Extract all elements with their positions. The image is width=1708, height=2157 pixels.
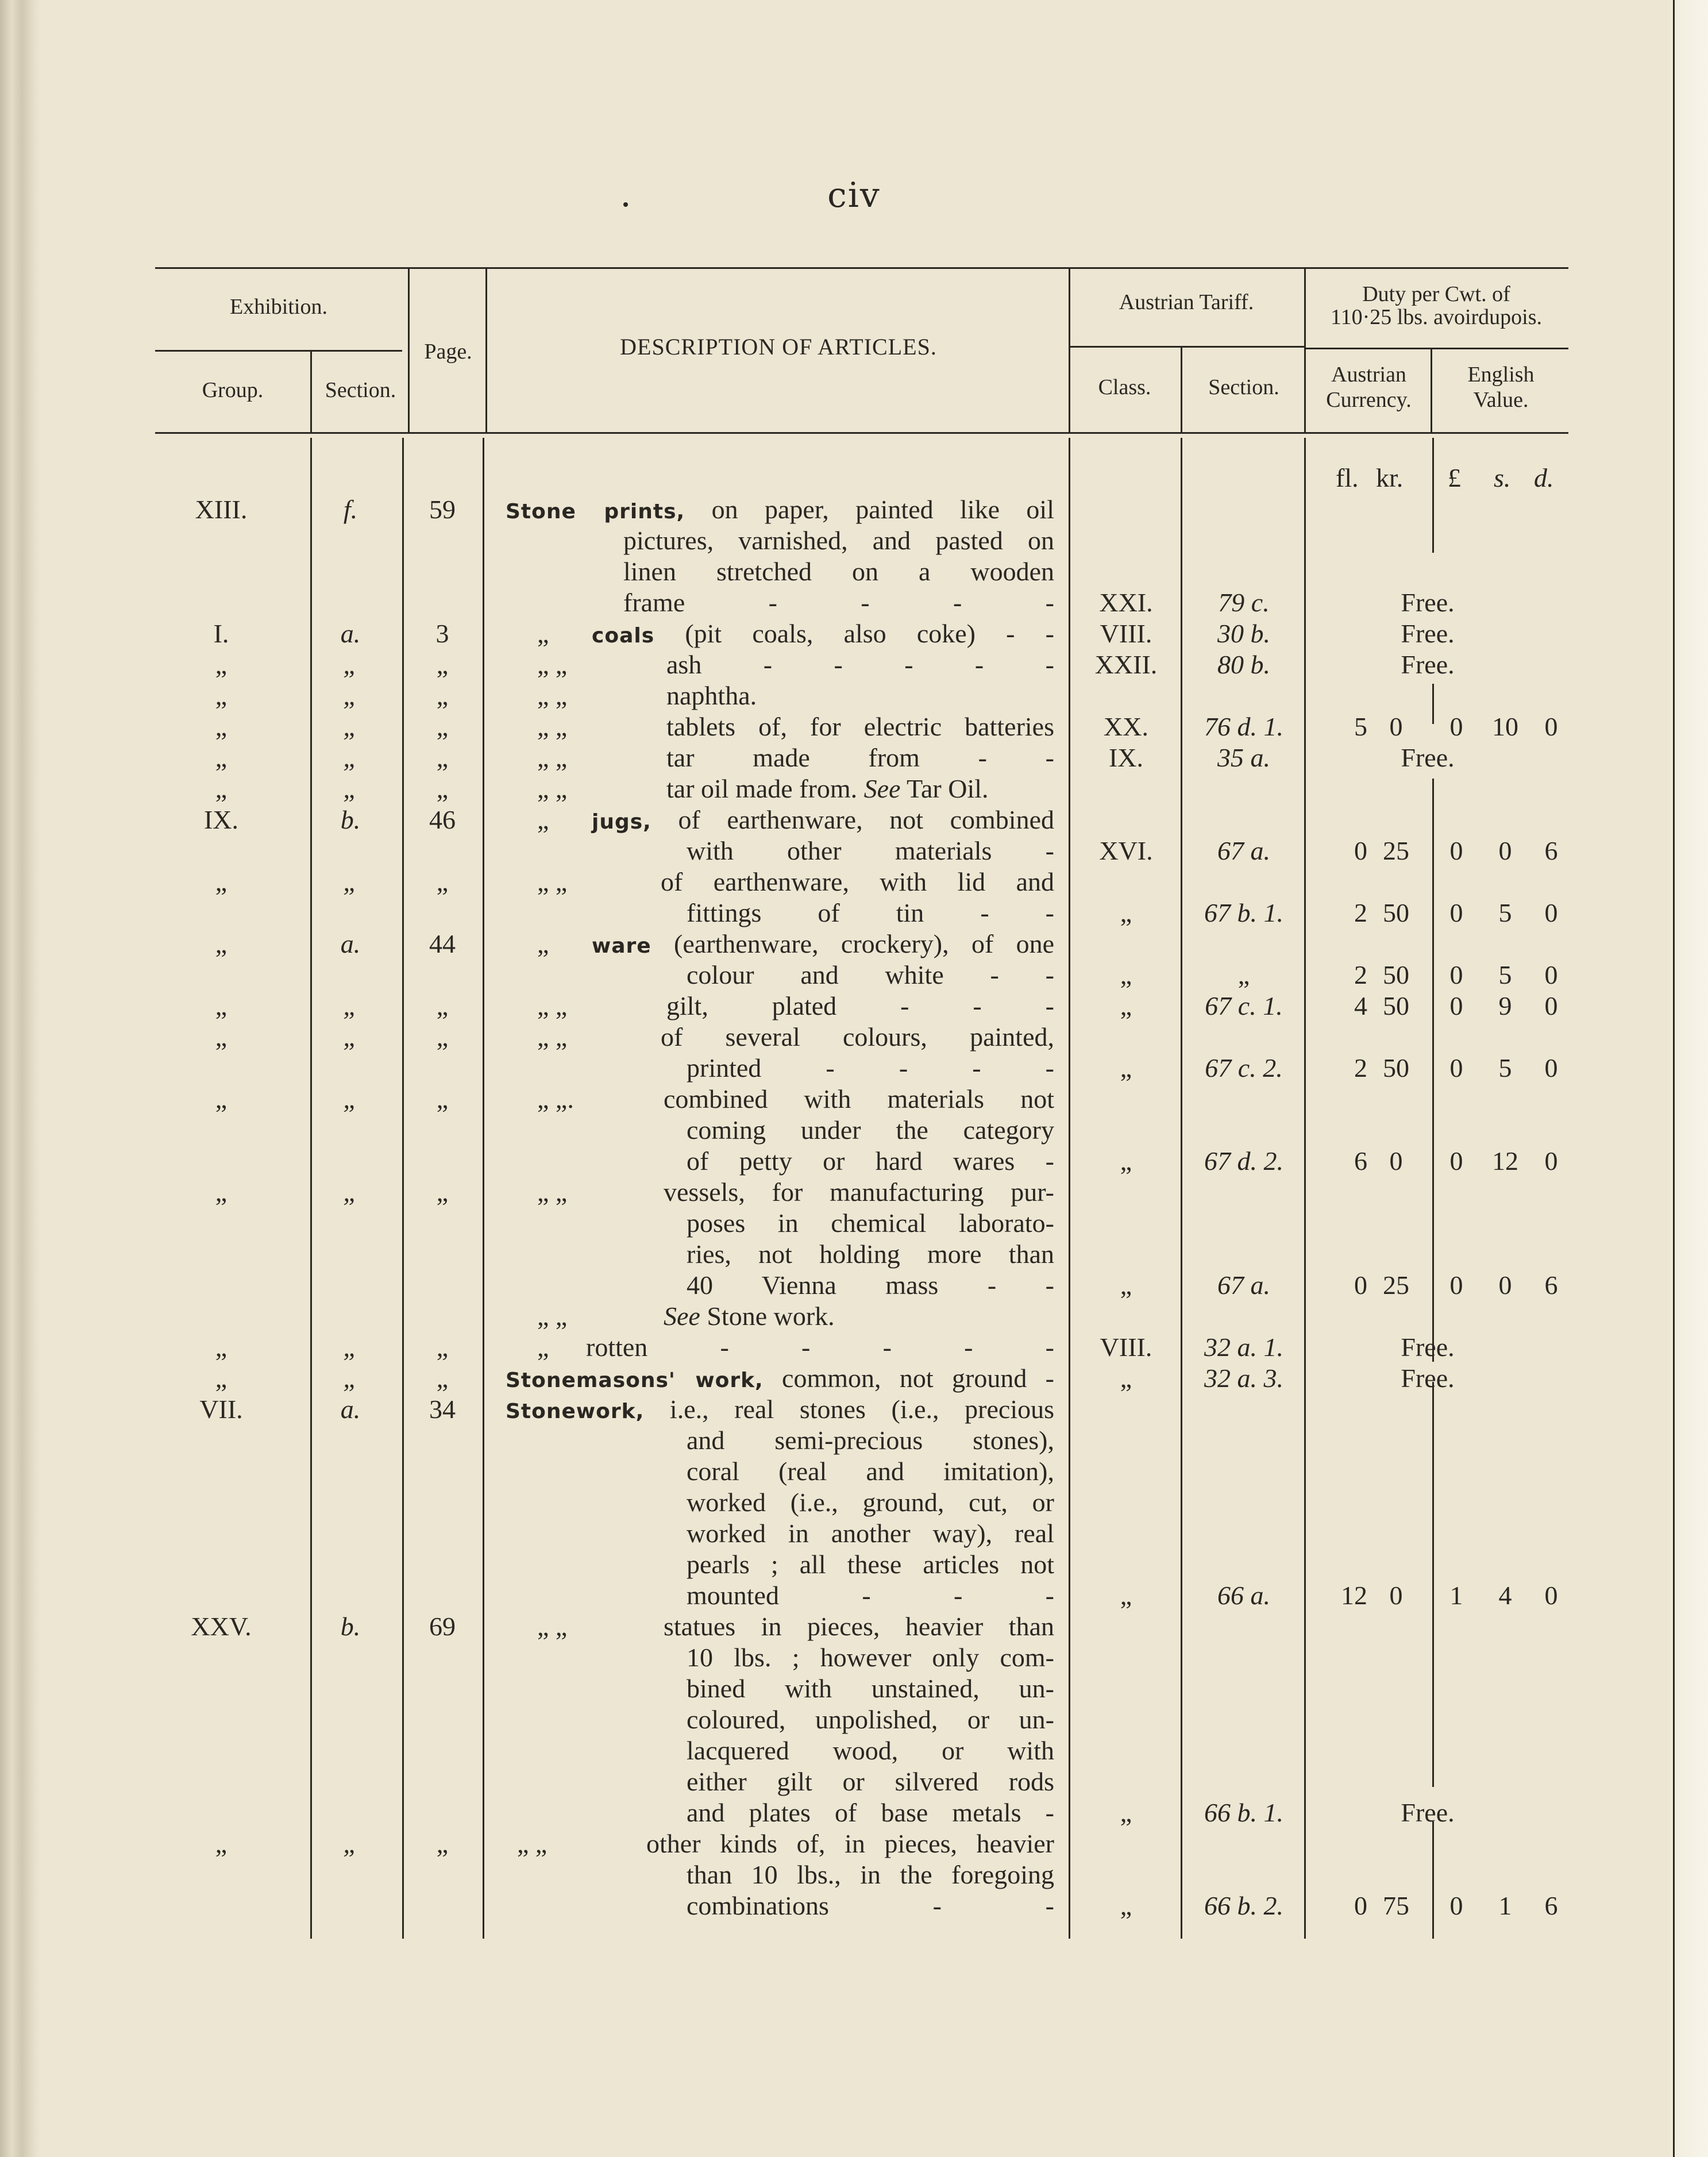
row-pounds: 0	[1449, 1270, 1463, 1300]
row-section: f.	[343, 495, 358, 524]
row-section: b.	[340, 1612, 361, 1641]
row-desc-line: of petty or hard wares -	[687, 1146, 1054, 1176]
unit-kr: kr.	[1376, 463, 1404, 492]
row-tariff-section: 67 d. 2.	[1204, 1146, 1283, 1176]
row-tariff-section: 79 c.	[1218, 588, 1270, 617]
row-prefix: „ „.	[537, 1084, 574, 1114]
row-desc-line: lacquered wood, or with	[687, 1736, 1054, 1765]
row-florins: 0	[1354, 1891, 1367, 1920]
row-desc-line: gilt, plated - - -	[666, 991, 1054, 1020]
row-section: b.	[340, 805, 361, 834]
row-prefix: „ „	[537, 650, 568, 679]
row-free: Free.	[1401, 650, 1455, 679]
col-rule-desc	[483, 438, 484, 1939]
row-shillings: 10	[1492, 712, 1518, 741]
row-free: Free.	[1401, 1332, 1455, 1362]
row-tariff-section: 67 c. 1.	[1205, 991, 1283, 1020]
row-shillings: 5	[1498, 1053, 1512, 1083]
row-desc-line: See Stone work.	[664, 1301, 835, 1331]
book-binding	[0, 0, 40, 2157]
row-group: „	[215, 1363, 228, 1393]
row-page: 59	[429, 495, 456, 524]
row-kreuzer: 25	[1383, 1270, 1409, 1300]
row-free: Free.	[1401, 1363, 1455, 1393]
header-exhibition: Exhibition.	[230, 295, 327, 319]
row-desc-line: vessels, for manufacturing pur-	[664, 1177, 1054, 1207]
row-desc-line: colour and white - -	[687, 960, 1054, 989]
row-group: „	[215, 712, 228, 741]
row-pounds: 0	[1449, 991, 1463, 1020]
header-rule-desc-left	[485, 269, 487, 432]
row-group: „	[215, 681, 228, 710]
row-class: „	[1120, 1798, 1132, 1827]
row-class: „	[1120, 1146, 1132, 1176]
row-shillings: 1	[1498, 1891, 1512, 1920]
row-pounds: 1	[1449, 1581, 1463, 1610]
row-group: „	[215, 1332, 228, 1362]
row-prefix: „ „	[537, 867, 568, 896]
row-group: „	[215, 743, 228, 772]
row-class: „	[1120, 960, 1132, 989]
row-class: „	[1120, 1270, 1132, 1300]
unit-fl: fl.	[1336, 463, 1359, 492]
row-tariff-section: 76 d. 1.	[1204, 712, 1283, 741]
row-florins: 2	[1354, 1053, 1367, 1083]
row-page: „	[436, 650, 449, 679]
col-rule-english-5	[1432, 1821, 1434, 1939]
row-prefix: „ „	[537, 712, 568, 741]
row-kreuzer: 50	[1383, 991, 1409, 1020]
row-tariff-section: 67 a.	[1217, 836, 1270, 865]
unit-pound: £	[1448, 463, 1461, 492]
row-kreuzer: 0	[1389, 712, 1403, 741]
row-section: „	[343, 743, 358, 772]
header-top-rule	[155, 267, 1568, 269]
header-tariff-rule	[1069, 346, 1304, 348]
row-desc-line: combined with materials not	[664, 1084, 1054, 1114]
row-section: „	[343, 1022, 358, 1051]
row-shillings: 5	[1498, 898, 1512, 927]
row-shillings: 12	[1492, 1146, 1518, 1176]
row-prefix: „	[537, 805, 549, 834]
row-section: „	[343, 650, 358, 679]
row-tariff-section: 67 a.	[1217, 1270, 1270, 1300]
row-pence: 0	[1544, 991, 1558, 1020]
row-page: „	[436, 991, 449, 1020]
header-duty-line2: 110·25 lbs. avoirdupois.	[1330, 305, 1542, 329]
row-tariff-section: 35 a.	[1217, 743, 1270, 772]
row-class: IX.	[1108, 743, 1144, 772]
row-desc-line: tablets of, for electric batteries	[666, 712, 1054, 741]
row-desc-line: ware (earthenware, crockery), of one	[592, 929, 1054, 958]
row-shillings: 5	[1498, 960, 1512, 989]
row-free: Free.	[1401, 619, 1455, 648]
row-kreuzer: 25	[1383, 836, 1409, 865]
row-group: „	[215, 867, 228, 896]
row-section: „	[343, 1177, 358, 1207]
row-desc-line: ries, not holding more than	[687, 1239, 1054, 1269]
row-desc-line: Stonemasons' work, common, not ground -	[506, 1363, 1054, 1393]
header-group: Group.	[202, 378, 264, 402]
header-austrian-line1: Austrian	[1331, 363, 1406, 387]
row-class: „	[1120, 991, 1132, 1020]
row-florins: 0	[1354, 836, 1367, 865]
row-class: „	[1120, 898, 1132, 927]
row-florins: 12	[1341, 1581, 1367, 1610]
header-austrian-tariff: Austrian Tariff.	[1119, 290, 1254, 314]
row-prefix: „	[537, 619, 549, 648]
row-florins: 4	[1354, 991, 1367, 1020]
row-desc-line: coming under the category	[687, 1115, 1054, 1145]
row-desc-line: 40 Vienna mass - -	[687, 1270, 1054, 1300]
unit-shilling: s.	[1494, 463, 1511, 492]
row-page: „	[436, 1177, 449, 1207]
row-tariff-section: 80 b.	[1217, 650, 1270, 679]
row-desc-line: combinations - -	[687, 1891, 1054, 1920]
row-shillings: 0	[1498, 1270, 1512, 1300]
col-rule-duty	[1304, 438, 1306, 1939]
row-class: XVI.	[1099, 836, 1153, 865]
row-group: IX.	[203, 805, 239, 834]
row-section: a.	[340, 929, 361, 958]
row-pence: 0	[1544, 1146, 1558, 1176]
row-desc-line: tar oil made from. See Tar Oil.	[666, 774, 989, 803]
row-kreuzer: 50	[1383, 898, 1409, 927]
row-page: 34	[429, 1395, 456, 1424]
row-section: a.	[340, 1395, 361, 1424]
row-page: „	[436, 774, 449, 803]
row-page: 69	[429, 1612, 456, 1641]
page-edge-line	[1673, 0, 1675, 2157]
row-pounds: 0	[1449, 1053, 1463, 1083]
row-pence: 0	[1544, 1581, 1558, 1610]
row-desc-line: jugs, of earthenware, not combined	[592, 805, 1054, 834]
row-prefix: „ „	[517, 1829, 548, 1858]
row-group: „	[215, 1022, 228, 1051]
row-tariff-section: 32 a. 3.	[1204, 1363, 1283, 1393]
row-page: „	[436, 681, 449, 710]
header-duty-rule	[1304, 348, 1568, 349]
row-group: I.	[213, 619, 229, 648]
header-tariff-class: Class.	[1098, 375, 1151, 399]
row-desc-line: tar made from - -	[666, 743, 1054, 772]
row-pounds: 0	[1449, 712, 1463, 741]
row-group: „	[215, 929, 228, 958]
row-group: „	[215, 1084, 228, 1114]
row-page: „	[436, 743, 449, 772]
row-kreuzer: 50	[1383, 960, 1409, 989]
row-desc-line: statues in pieces, heavier than	[664, 1612, 1054, 1641]
row-section: „	[343, 1332, 358, 1362]
row-pounds: 0	[1449, 898, 1463, 927]
row-section: „	[343, 867, 358, 896]
row-desc-line: coral (real and imitation),	[687, 1457, 1054, 1486]
row-page: 44	[429, 929, 456, 958]
row-pence: 0	[1544, 1053, 1558, 1083]
row-pounds: 0	[1449, 960, 1463, 989]
row-kreuzer: 0	[1389, 1146, 1403, 1176]
row-prefix: „ „	[537, 681, 568, 710]
row-desc-line: Stone prints, on paper, painted like oil	[506, 495, 1054, 524]
col-rule-english-1	[1432, 438, 1434, 553]
row-page: „	[436, 712, 449, 741]
row-class: XX.	[1104, 712, 1148, 741]
row-prefix: „ „	[537, 1612, 568, 1641]
row-tariff-section: 32 a. 1.	[1204, 1332, 1283, 1362]
row-desc-line: fittings of tin - -	[687, 898, 1054, 927]
row-page: „	[436, 1022, 449, 1051]
header-exhibition-rule	[155, 350, 402, 352]
row-section: „	[343, 1084, 358, 1114]
header-rule-tsection-left	[1181, 346, 1182, 432]
row-group: „	[215, 991, 228, 1020]
row-desc-line: mounted - - -	[687, 1581, 1054, 1610]
row-desc-line: Stonework, i.e., real stones (i.e., precious	[506, 1395, 1054, 1424]
row-group: VII.	[199, 1395, 243, 1424]
row-group: XIII.	[195, 495, 248, 524]
row-page: „	[436, 1084, 449, 1114]
header-rule-page-left	[408, 269, 410, 432]
row-shillings: 4	[1498, 1581, 1512, 1610]
row-pence: 6	[1544, 836, 1558, 865]
header-english-line2: Value.	[1473, 388, 1529, 412]
row-section: a.	[340, 619, 361, 648]
row-prefix: „ „	[537, 774, 568, 803]
row-desc-line: pearls ; all these articles not	[687, 1550, 1054, 1579]
header-duty-line1: Duty per Cwt. of	[1362, 282, 1510, 306]
row-section: „	[343, 1829, 358, 1858]
row-desc-line: worked (i.e., ground, cut, or	[687, 1488, 1054, 1517]
row-desc-line: worked in another way), real	[687, 1519, 1054, 1548]
header-rule-english-left	[1431, 348, 1432, 432]
row-desc-line: other kinds of, in pieces, heavier	[646, 1829, 1054, 1858]
row-desc-line: than 10 lbs., in the foregoing	[687, 1860, 1054, 1889]
row-section: „	[343, 774, 358, 803]
row-desc-line: 10 lbs. ; however only com-	[687, 1643, 1054, 1672]
row-group: „	[215, 774, 228, 803]
row-group: „	[215, 650, 228, 679]
row-desc-line: poses in chemical laborato-	[687, 1208, 1054, 1238]
row-group: „	[215, 1829, 228, 1858]
row-desc-line: naphtha.	[666, 681, 757, 710]
row-page: 46	[429, 805, 456, 834]
row-desc-line: of several colours, painted,	[661, 1022, 1054, 1051]
row-desc-line: and semi-precious stones),	[687, 1426, 1054, 1455]
row-desc-line: frame - - - -	[623, 588, 1054, 617]
row-florins: 0	[1354, 1270, 1367, 1300]
row-group: XXV.	[191, 1612, 252, 1641]
row-desc-line: printed - - - -	[687, 1053, 1054, 1083]
row-tariff-section: 66 b. 2.	[1204, 1891, 1283, 1920]
row-florins: 6	[1354, 1146, 1367, 1176]
header-bottom-rule	[155, 432, 1568, 434]
row-desc-line: coloured, unpolished, or un-	[687, 1705, 1054, 1734]
row-desc-line: either gilt or silvered rods	[687, 1767, 1054, 1796]
row-tariff-section: 67 c. 2.	[1205, 1053, 1283, 1083]
row-desc-line: ash - - - - -	[666, 650, 1054, 679]
row-pounds: 0	[1449, 836, 1463, 865]
row-page: „	[436, 1363, 449, 1393]
header-austrian-line2: Currency.	[1326, 388, 1412, 412]
row-desc-line: bined with unstained, un-	[687, 1674, 1054, 1703]
row-class: XXI.	[1099, 588, 1153, 617]
row-section: „	[343, 681, 358, 710]
row-kreuzer: 75	[1383, 1891, 1409, 1920]
row-prefix: „	[537, 929, 549, 958]
row-pounds: 0	[1449, 1891, 1463, 1920]
row-prefix: „ „	[537, 1301, 568, 1331]
row-florins: 2	[1354, 898, 1367, 927]
row-prefix: „ „	[537, 1022, 568, 1051]
row-page: „	[436, 1332, 449, 1362]
row-page: 3	[435, 619, 449, 648]
row-tariff-section: 66 b. 1.	[1204, 1798, 1283, 1827]
row-prefix: „ „	[537, 991, 568, 1020]
row-class: „	[1120, 1891, 1132, 1920]
row-class: XXII.	[1094, 650, 1158, 679]
row-class: „	[1120, 1363, 1132, 1393]
header-page: Page.	[424, 340, 472, 364]
row-shillings: 0	[1498, 836, 1512, 865]
row-pence: 6	[1544, 1270, 1558, 1300]
row-prefix: „ „	[537, 1177, 568, 1207]
row-section: „	[343, 1363, 358, 1393]
row-tariff-section: 66 a.	[1217, 1581, 1270, 1610]
header-tariff-section: Section.	[1208, 375, 1279, 399]
unit-pence: d.	[1534, 463, 1554, 492]
row-class: „	[1120, 1053, 1132, 1083]
row-free: Free.	[1401, 588, 1455, 617]
header-rule-section-left	[310, 350, 312, 432]
row-pounds: 0	[1449, 1146, 1463, 1176]
header-english-line1: English	[1467, 363, 1534, 387]
row-kreuzer: 50	[1383, 1053, 1409, 1083]
row-pence: 6	[1544, 1891, 1558, 1920]
row-class: VIII.	[1100, 619, 1152, 648]
page-number: civ	[827, 175, 881, 215]
row-desc-line: with other materials -	[687, 836, 1054, 865]
row-florins: 5	[1354, 712, 1367, 741]
row-free: Free.	[1401, 1798, 1455, 1827]
print-speck	[623, 202, 628, 207]
row-pence: 0	[1544, 960, 1558, 989]
row-page: „	[436, 1829, 449, 1858]
row-tariff-section: 67 b. 1.	[1204, 898, 1283, 927]
row-prefix: „	[537, 1332, 549, 1362]
row-prefix: „ „	[537, 743, 568, 772]
row-free: Free.	[1401, 743, 1455, 772]
row-desc-line: and plates of base metals -	[687, 1798, 1054, 1827]
col-rule-english-2	[1432, 684, 1434, 724]
row-class: „	[1120, 1581, 1132, 1610]
row-tariff-section: „	[1237, 960, 1250, 989]
row-pence: 0	[1544, 898, 1558, 927]
row-desc-line: of earthenware, with lid and	[661, 867, 1054, 896]
row-pence: 0	[1544, 712, 1558, 741]
row-section: „	[343, 712, 358, 741]
header-section: Section.	[325, 378, 396, 402]
row-section: „	[343, 991, 358, 1020]
col-rule-english-3	[1432, 779, 1434, 1362]
row-shillings: 9	[1498, 991, 1512, 1020]
col-rule-english-4	[1432, 1382, 1434, 1787]
row-class: VIII.	[1100, 1332, 1152, 1362]
row-lead: Stone prints,	[506, 500, 685, 523]
row-florins: 2	[1354, 960, 1367, 989]
row-desc-line: coals (pit coals, also coke) - -	[592, 619, 1054, 648]
row-group: „	[215, 1177, 228, 1207]
row-desc-line: rotten - - - - -	[586, 1332, 1054, 1362]
row-kreuzer: 0	[1389, 1581, 1403, 1610]
header-description: DESCRIPTION OF ARTICLES.	[620, 334, 937, 360]
row-tariff-section: 30 b.	[1217, 619, 1270, 648]
row-page: „	[436, 867, 449, 896]
row-desc-line: linen stretched on a wooden	[623, 557, 1054, 586]
row-desc-line: pictures, varnished, and pasted on	[623, 526, 1054, 555]
